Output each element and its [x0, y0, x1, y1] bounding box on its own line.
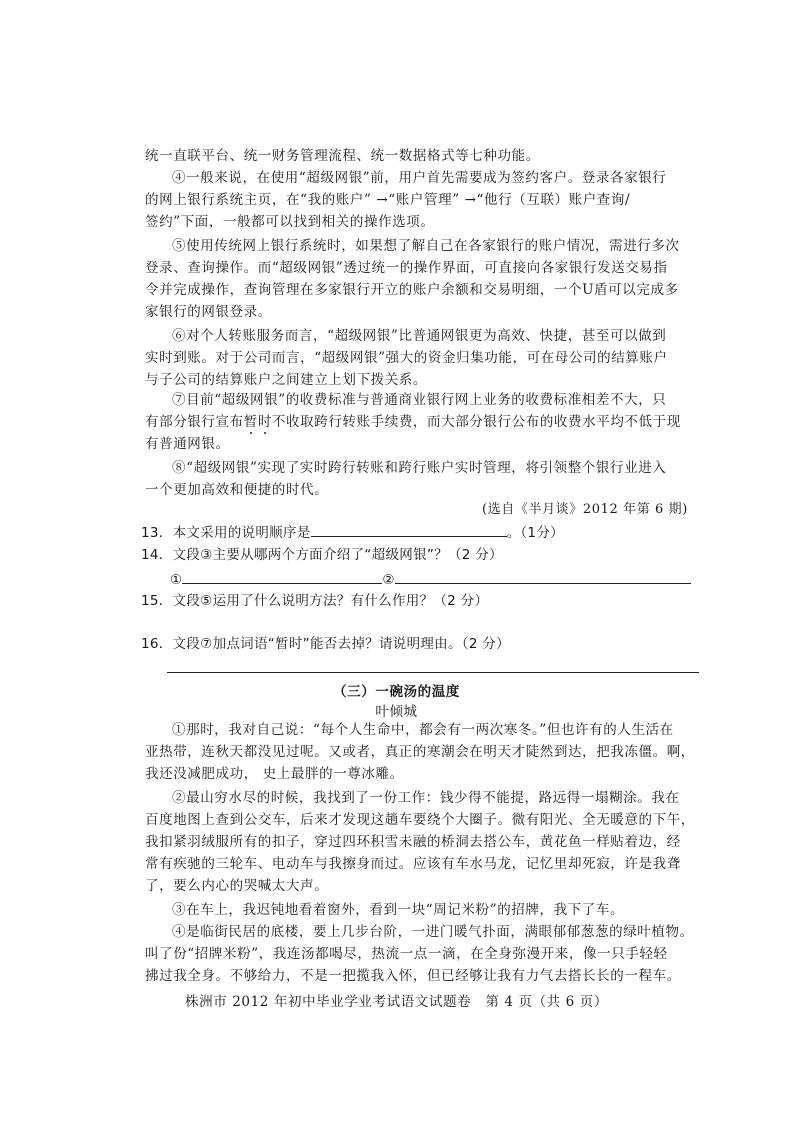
question-14: 14．文段③主要从哪两个方面介绍了“超级网银”？（2 分）	[141, 547, 503, 563]
paragraph-5-line: 家银行的网银登录。	[145, 304, 272, 320]
paragraph-7-line	[145, 412, 681, 432]
paragraph-6-line: ⑥对个人转账服务而言，“超级网银”比普通网银更为高效、快捷，甚至可以做到	[172, 328, 667, 344]
paragraph-4-line: 签约”下面，一般都可以找到相关的操作选项。	[145, 214, 435, 230]
paragraph-7-line: ⑦目前“超级网银”的收费标准与普通商业银行网上业务的收费标准相差不大，只	[172, 392, 667, 408]
answer-1-marker: ①	[170, 572, 183, 588]
story-paragraph-4-line: ④是临街民居的底楼，要上几步台阶，一进门暖气扑面，满眼郁郁葱葱的绿叶植物。	[172, 924, 694, 940]
story-paragraph-4-line: 叫了份“招牌米粉”，我连汤都喝尽，热流一点一滴，在全身弥漫开来，像一只手轻轻	[145, 946, 668, 962]
story-paragraph-1-line: ①那时，我对自己说：“每个人生命中，都会有一两次寒冬。”但也许有的人生活在	[172, 722, 674, 738]
author-name: 叶倾城	[375, 704, 418, 720]
paragraph-6-line: 与子公司的结算账户之间建立上划下拨关系。	[145, 372, 427, 388]
story-paragraph-2-line: ②最山穷水尽的时候，我找到了一份工作：钱少得不能提，路远得一塌糊涂。我在	[172, 790, 680, 806]
source-citation: (选自《半月谈》2012 年第 6 期)	[482, 502, 688, 517]
answer-2-marker: ②	[382, 572, 395, 588]
paragraph-5-line: 登录、查询操作。而“超级网银”透过统一的操作界面，可直接向各家银行发送交易指	[145, 260, 668, 276]
story-paragraph-4-line: 拂过我全身。不够给力，不是一把揽我入怀，但已经够让我有力气去搭长长的一程车。	[145, 968, 681, 984]
paragraph-5-line: ⑤使用传统网上银行系统时，如果想了解自己在各家银行的账户情况，需进行多次	[172, 238, 680, 254]
paragraph-4-line: 的网上银行系统主页，在“我的账户” →“账户管理” →“他行（互联）账户查询/	[145, 192, 631, 208]
question-14-answers	[170, 569, 691, 590]
paragraph-7-text: 有部分银行宣布	[145, 414, 244, 430]
paragraph-7-text: 不收取跨行转账手续费，而大部分银行公布的收费水平均不低于现	[271, 414, 681, 430]
question-13	[141, 522, 564, 543]
paragraph-7-line: 有普通网银。	[145, 436, 230, 452]
question-13-text: 13．本文采用的说明顺序是	[141, 525, 311, 541]
paragraph-8-line: 一个更加高效和便捷的时代。	[145, 482, 329, 498]
dotted-character: 时	[257, 414, 272, 430]
story-paragraph-2-line: 百度地图上查到公交车，后来才发现这趟车要绕个大圈子。微有阳光、全无暖意的下午，	[145, 812, 695, 828]
paragraph-5-line: 令并完成操作，查询管理在多家银行开立的账户余额和交易明细，一个U盾可以完成多	[145, 282, 679, 298]
question-16: 16．文段⑦加点词语“暂时”能否去掉？请说明理由。（2 分）	[141, 636, 510, 652]
dotted-character: 暂	[243, 414, 258, 430]
answer-blank-14-2[interactable]	[395, 569, 691, 584]
question-15: 15．文段⑤运用了什么说明方法？有什么作用？（2 分）	[141, 593, 489, 609]
paragraph-8-line: ⑧“超级网银”实现了实时跨行转账和跨行账户实时管理，将引领整个银行业进入	[172, 460, 667, 476]
story-paragraph-3-line: ③在车上，我迟钝地看着窗外，看到一块“周记米粉”的招牌，我下了车。	[172, 902, 625, 918]
section-title: （三）一碗汤的温度	[333, 684, 460, 700]
story-paragraph-2-line: 常有疾驰的三轮车、电动车与我擦身而过。应该有车水马龙，记忆里却死寂，许是我聋	[145, 856, 681, 872]
story-paragraph-2-line: 了，要么内心的哭喊太大声。	[145, 878, 329, 894]
paragraph-4-line: ④一般来说，在使用“超级网银”前，用户首先需要成为签约客户。登录各家银行	[172, 170, 667, 186]
answer-blank-13[interactable]	[311, 522, 507, 537]
page-footer: 株洲市 2012 年初中毕业学业考试语文试题卷 第 4 页（共 6 页）	[185, 994, 608, 1010]
story-paragraph-1-line: 亚热带，连秋天都没见过呢。又或者，真正的寒潮会在明天才陡然到达，把我冻僵。啊，	[145, 744, 695, 760]
question-13-points: 。（1分）	[506, 525, 564, 541]
paragraph-6-line: 实时到账。对于公司而言，“超级网银”强大的资金归集功能，可在母公司的结算账户	[145, 350, 668, 366]
answer-blank-14-1[interactable]	[182, 569, 382, 584]
passage-line: 统一直联平台、统一财务管理流程、统一数据格式等七种功能。	[145, 148, 540, 164]
answer-line-16[interactable]	[167, 672, 699, 673]
story-paragraph-2-line: 我扣紧羽绒服所有的扣子，穿过四环积雪未融的桥洞去搭公车，黄花鱼一样贴着边，经	[145, 834, 681, 850]
story-paragraph-1-line: 我还没减肥成功， 史上最胖的一尊冰雕。	[145, 766, 404, 782]
